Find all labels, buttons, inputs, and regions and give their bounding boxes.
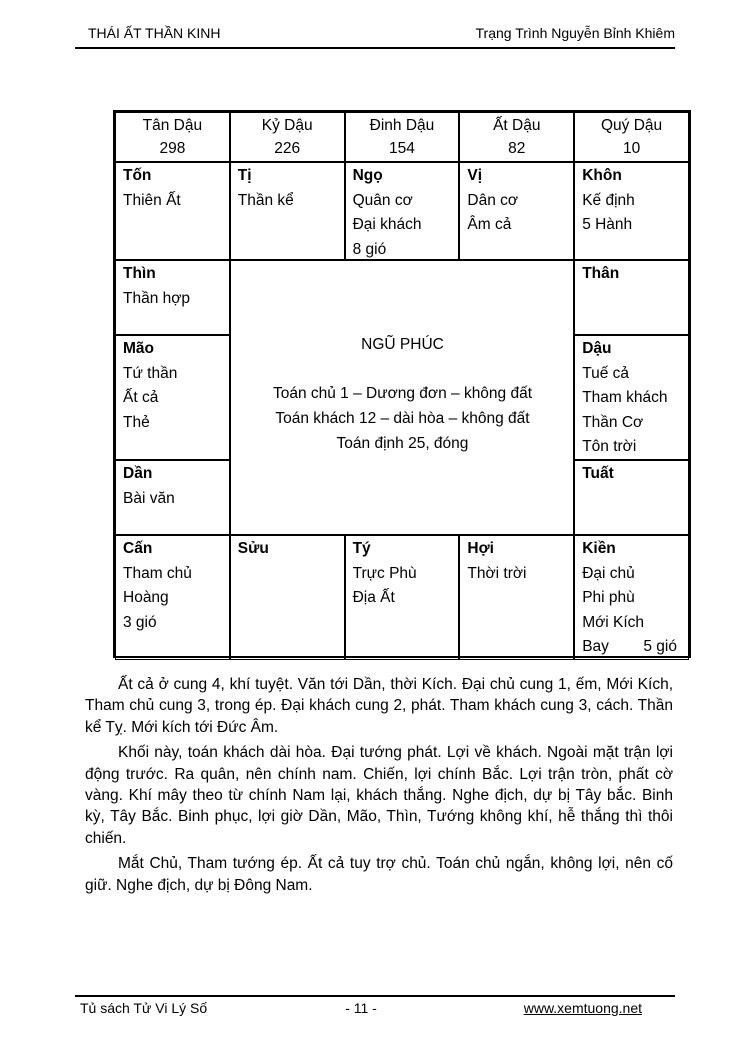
palace-label: Thân <box>582 265 620 282</box>
year-name: Kỷ Dậu <box>261 117 313 134</box>
cell-line: Thần Cơ <box>582 413 644 431</box>
palace-cell-kien <box>574 535 689 660</box>
palace-label: Khôn <box>582 167 622 184</box>
palace-label: Tị <box>237 167 252 184</box>
author-name: Trạng Trình Nguyễn Bỉnh Khiêm <box>475 25 675 41</box>
palace-cell-ton <box>115 162 230 260</box>
palace-label: Tuất <box>582 465 614 482</box>
cell-line: Thời trời <box>467 564 527 582</box>
palace-cell-ti <box>230 162 345 260</box>
palace-label: Mão <box>123 340 154 357</box>
year-value: 226 <box>274 140 301 157</box>
cell-line: Âm cả <box>467 216 512 233</box>
body-text <box>85 674 673 900</box>
cell-line: Trực Phù <box>352 564 417 582</box>
cell-line: 5 Hành <box>582 216 633 233</box>
cell-line: Địa Ất <box>352 589 395 606</box>
cell-line: Phi phù <box>582 589 635 606</box>
cell-line: Toán chủ 1 – Dương đơn – không đất <box>272 385 533 402</box>
paragraph: Mắt Chủ, Tham tướng ép. Ất cả tuy trợ chủ. Toán chủ ngắn, không lợi, nên cố giữ. Nghe địch, dự bị Đông Nam. <box>85 855 673 894</box>
cell-line: Thần hợp <box>123 289 191 307</box>
year-name: Tân Dậu <box>142 117 203 134</box>
cell-line: 3 gió <box>123 613 157 631</box>
cell-line: Quân cơ <box>352 191 413 209</box>
running-header <box>75 25 675 49</box>
cell-line: Đại khách <box>352 216 422 233</box>
cell-line: Bài văn <box>123 489 175 507</box>
year-cell-dinh-dau <box>345 112 460 162</box>
palace-cell-ty <box>345 535 460 660</box>
palace-cell-tuat <box>574 460 689 535</box>
palace-cell-suu <box>230 535 345 660</box>
paragraph: Khối này, toán khách dài hòa. Đại tướng phát. Lợi về khách. Ngoài mặt trận lợi động trước. Ra quân, nên chính nam. Chiến, lợi chính Bắc. Lợi trận tròn, phất cờ vàng. Khí mây theo từ chính Nam lại, khách thắng. Nghe địch, dự bị Tây bắc. Binh kỳ, Tây Bắc. Binh phục, lợi giờ Dần, Mão, Thìn, Tướng không khí, hễ thắng thì thôi chiến. <box>85 744 673 847</box>
palace-label: Cấn <box>123 540 153 557</box>
cell-line: Toán định 25, đóng <box>336 435 469 452</box>
palace-cell-thin <box>115 260 230 335</box>
year-cell-ky-dau <box>230 112 345 162</box>
year-name: Đinh Dậu <box>369 117 435 134</box>
palace-cell-ngo <box>345 162 460 260</box>
palace-label: Tý <box>352 540 371 557</box>
cell-line: Mới Kích <box>582 613 645 631</box>
cell-line: Thần kể <box>237 191 294 209</box>
palace-label: Kiền <box>582 540 616 557</box>
year-value: 154 <box>389 140 415 157</box>
cell-line: 8 gió <box>352 240 387 258</box>
website-link[interactable]: www.xemtuong.net <box>523 1000 643 1016</box>
cell-line: Dân cơ <box>467 191 519 209</box>
cell-line: Tuế cả <box>582 364 629 382</box>
palace-label: Dậu <box>582 340 612 357</box>
year-name: Ất Dậu <box>493 117 541 134</box>
year-value: 298 <box>159 140 186 157</box>
series-title: Tủ sách Tử Vi Lý Số <box>80 1000 208 1016</box>
year-cell-tan-dau <box>115 112 230 162</box>
cell-line: Tôn trời <box>582 438 637 455</box>
palace-label: Ngọ <box>352 167 383 184</box>
palace-cell-dan <box>115 460 230 535</box>
cell-line: Kế định <box>582 191 635 209</box>
palace-cell-dau <box>574 335 689 460</box>
palace-cell-can <box>115 535 230 660</box>
center-calculations <box>238 381 567 456</box>
cell-line: Toán khách 12 – dài hòa – không đất <box>275 410 530 427</box>
cell-line: Ất cả <box>123 389 159 406</box>
cell-line: Thiên Ất <box>123 191 181 209</box>
palace-cell-vi <box>459 162 574 260</box>
palace-label: Sửu <box>237 540 269 557</box>
year-name: Quý Dậu <box>601 117 663 134</box>
thai-at-chart-grid <box>113 110 691 658</box>
palace-label: Tốn <box>123 167 152 184</box>
palace-cell-khon <box>574 162 689 260</box>
book-title: THÁI ẤT THẦN KINH <box>88 25 221 41</box>
cell-line: Đại chủ <box>582 564 635 582</box>
palace-label: Dần <box>123 465 153 482</box>
palace-label: Thìn <box>123 265 156 282</box>
palace-cell-mao <box>115 335 230 460</box>
cell-line: Tứ thần <box>123 364 178 382</box>
center-title: NGŨ PHÚC <box>361 336 444 353</box>
cell-line: Bay 5 gió <box>582 638 677 655</box>
center-summary-cell <box>230 260 574 535</box>
year-value: 82 <box>508 140 526 157</box>
palace-cell-than <box>574 260 689 335</box>
running-footer <box>75 995 675 1017</box>
year-value: 10 <box>622 140 641 157</box>
page-number: - 11 - <box>345 1000 377 1016</box>
palace-label: Vị <box>467 167 483 184</box>
year-cell-quy-dau <box>574 112 689 162</box>
year-cell-at-dau <box>459 112 574 162</box>
cell-line: Hoàng <box>123 589 169 606</box>
cell-line: Tham chủ <box>123 564 192 582</box>
paragraph: Ất cả ở cung 4, khí tuyệt. Văn tới Dần, thời Kích. Đại chủ cung 1, ếm, Mới Kích, Tham chủ cung 3, trong ép. Đại khách cung 2, phát. Tham khách cung 3, cách. Thần kể Tỵ. Mới kích tới Đức Âm. <box>85 676 673 736</box>
palace-cell-hoi <box>459 535 574 660</box>
cell-line: Thẻ <box>123 413 150 431</box>
cell-line: Tham khách <box>582 389 668 406</box>
palace-label: Hợi <box>467 540 494 557</box>
